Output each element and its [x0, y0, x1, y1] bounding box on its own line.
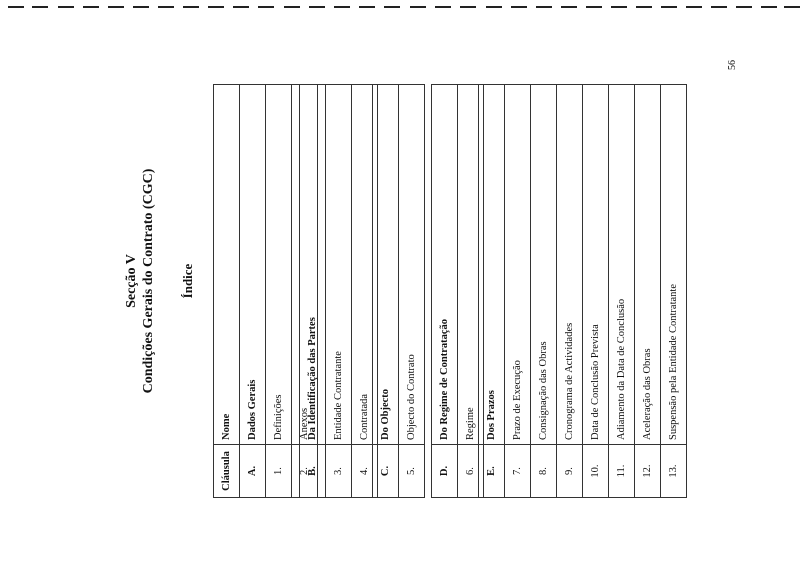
table-row: 4. Contratada — [352, 85, 378, 498]
toc-table-d — [431, 84, 484, 498]
table-row: 9. Cronograma de Actividades — [557, 85, 583, 498]
index-heading: Índice — [180, 263, 195, 299]
table-row: 7. Prazo de Execução — [505, 85, 531, 498]
toc-table-b — [299, 84, 378, 498]
table-row: 1. Definições — [266, 85, 292, 498]
table-header-row — [214, 85, 240, 498]
table-row: 5. Objecto do Contrato — [399, 85, 425, 498]
toc-table-e — [478, 84, 687, 498]
page-number: 56 — [727, 60, 738, 70]
section-row: E. Dos Prazos — [479, 85, 505, 498]
table-row: 12. Aceleração das Obras — [635, 85, 661, 498]
header-nome: Nome — [214, 85, 240, 445]
table-row: 2. Anexos — [292, 85, 318, 498]
table-row: 13. Suspensão pela Entidade Contratante — [661, 85, 687, 498]
table-row: 11. Adiamento da Data de Conclusão — [609, 85, 635, 498]
header-clausula: Cláusula — [214, 445, 240, 498]
section-row: B. Da Identificação das Partes — [300, 85, 326, 498]
table-row: 8. Consignação das Obras — [531, 85, 557, 498]
toc-table-c — [372, 84, 425, 498]
table-row: 6. Regime — [458, 85, 484, 498]
table-row: 10. Data de Conclusão Prevista — [583, 85, 609, 498]
section-heading: Secção V — [124, 254, 139, 308]
section-row: D. Do Regime de Contratação — [432, 85, 458, 498]
table-row: 3. Entidade Contratante — [326, 85, 352, 498]
section-row: A. Dados Gerais — [240, 85, 266, 498]
section-row: C. Do Objecto — [373, 85, 399, 498]
document-title: Condições Gerais do Contrato (CGC) — [141, 168, 156, 394]
